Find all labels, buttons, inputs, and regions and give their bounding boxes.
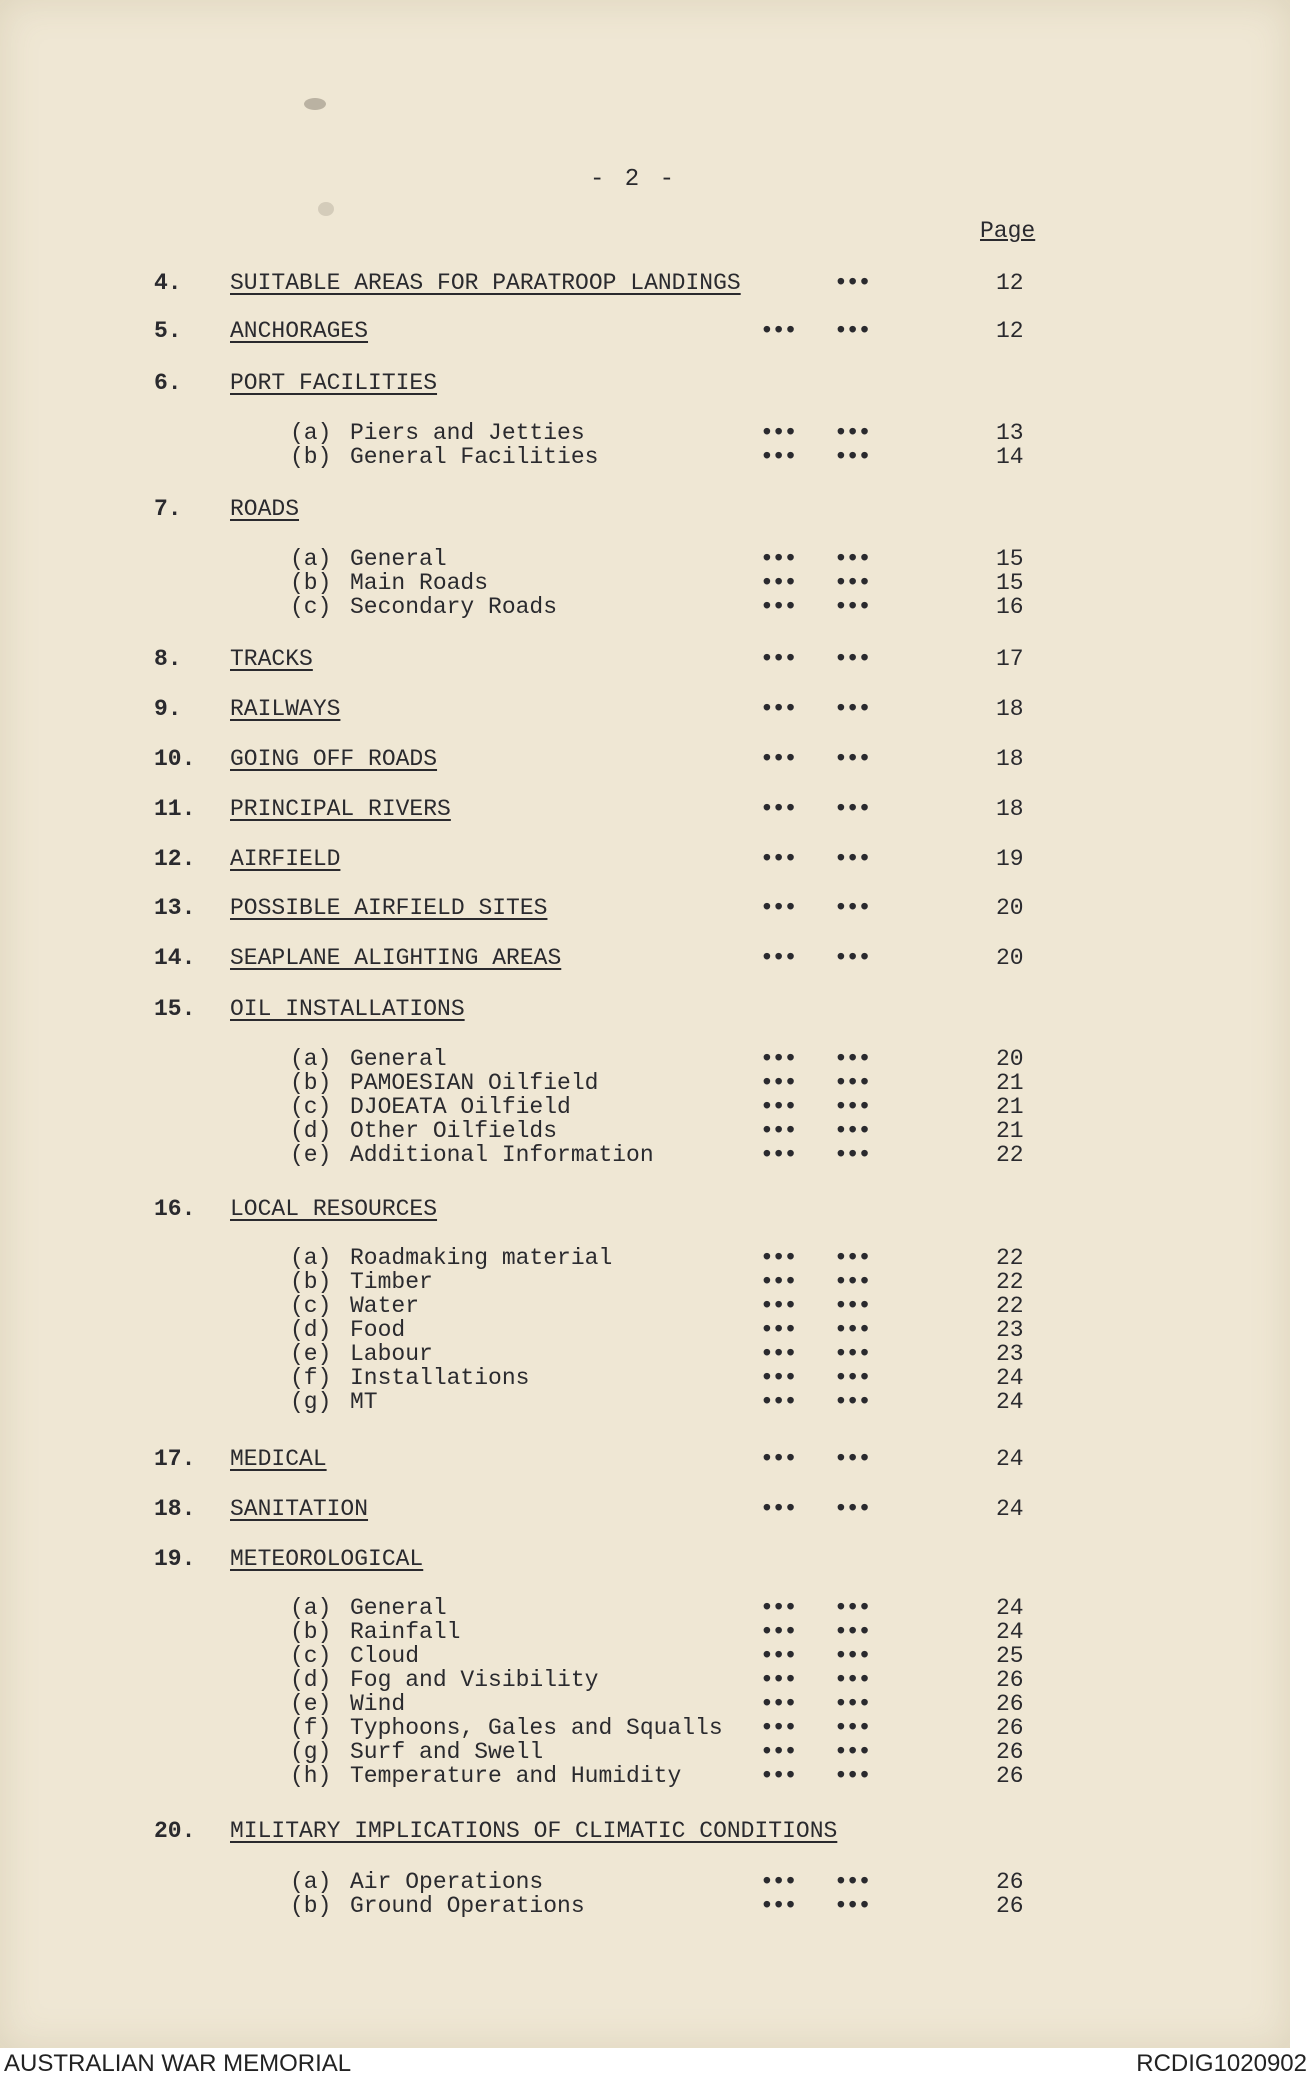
entry-number: 4. <box>154 270 182 296</box>
leader-dots: ••• <box>834 1341 870 1367</box>
entry-title: RAILWAYS <box>230 696 341 722</box>
entry-title: SANITATION <box>230 1496 369 1522</box>
entry-page: 12 <box>996 270 1024 296</box>
subentry-title: DJOEATA Oilfield <box>350 1094 571 1120</box>
subentry-letter: (g) <box>290 1389 332 1415</box>
subentry-title: General <box>350 1595 447 1621</box>
leader-dots: ••• <box>834 1118 870 1144</box>
leader-dots: ••• <box>760 1389 796 1415</box>
subentry-letter: (g) <box>290 1739 332 1765</box>
subentry-letter: (c) <box>290 1094 332 1120</box>
subentry-title: Wind <box>350 1691 406 1717</box>
subentry-page: 26 <box>996 1763 1024 1789</box>
toc-subentry <box>0 1893 1290 1919</box>
leader-dots: ••• <box>760 646 796 672</box>
leader-dots: ••• <box>760 1619 796 1645</box>
subentry-page: 22 <box>996 1245 1024 1271</box>
toc-entry <box>0 996 1290 1022</box>
entry-title: ROADS <box>230 496 300 522</box>
subentry-title: Cloud <box>350 1643 420 1669</box>
subentry-page: 23 <box>996 1317 1024 1343</box>
entry-number: 19. <box>154 1546 196 1572</box>
leader-dots: ••• <box>760 1365 796 1391</box>
entry-number: 5. <box>154 318 182 344</box>
subentry-letter: (a) <box>290 1869 332 1895</box>
leader-dots: ••• <box>760 1245 796 1271</box>
subentry-page: 23 <box>996 1341 1024 1367</box>
leader-dots: ••• <box>834 895 870 921</box>
toc-subentry <box>0 1691 1290 1717</box>
subentry-page: 16 <box>996 594 1024 620</box>
toc-entry <box>0 945 1290 971</box>
leader-dots: ••• <box>834 1893 870 1919</box>
leader-dots: ••• <box>760 1293 796 1319</box>
subentry-page: 22 <box>996 1142 1024 1168</box>
toc-subentry <box>0 444 1290 470</box>
entry-title: MEDICAL <box>230 1446 327 1472</box>
subentry-title: Roadmaking material <box>350 1245 613 1271</box>
subentry-letter: (d) <box>290 1118 332 1144</box>
leader-dots: ••• <box>760 1869 796 1895</box>
subentry-letter: (c) <box>290 1293 332 1319</box>
leader-dots: ••• <box>834 1691 870 1717</box>
leader-dots: ••• <box>760 696 796 722</box>
toc-subentry <box>0 1269 1290 1295</box>
subentry-letter: (d) <box>290 1667 332 1693</box>
toc-subentry <box>0 1245 1290 1271</box>
leader-dots: ••• <box>760 1595 796 1621</box>
leader-dots: ••• <box>834 1046 870 1072</box>
toc-subentry <box>0 1046 1290 1072</box>
subentry-title: PAMOESIAN Oilfield <box>350 1070 599 1096</box>
leader-dots: ••• <box>834 746 870 772</box>
leader-dots: ••• <box>834 1365 870 1391</box>
subentry-letter: (a) <box>290 546 332 572</box>
toc-entry <box>0 496 1290 522</box>
entry-title: AIRFIELD <box>230 846 341 872</box>
toc-subentry <box>0 1763 1290 1789</box>
entry-page: 19 <box>996 846 1024 872</box>
leader-dots: ••• <box>834 1496 870 1522</box>
entry-title: SUITABLE AREAS FOR PARATROOP LANDINGS <box>230 270 741 296</box>
footer <box>0 2048 1313 2082</box>
leader-dots: ••• <box>760 1118 796 1144</box>
entry-title: OIL INSTALLATIONS <box>230 996 465 1022</box>
toc-subentry <box>0 1142 1290 1168</box>
toc-entry <box>0 1446 1290 1472</box>
entry-number: 18. <box>154 1496 196 1522</box>
toc-entry <box>0 895 1290 921</box>
leader-dots: ••• <box>834 1446 870 1472</box>
toc-subentry <box>0 1643 1290 1669</box>
subentry-page: 15 <box>996 570 1024 596</box>
leader-dots: ••• <box>760 1341 796 1367</box>
leader-dots: ••• <box>760 1046 796 1072</box>
toc-entry <box>0 1818 1290 1844</box>
toc-subentry <box>0 1341 1290 1367</box>
toc-subentry <box>0 1715 1290 1741</box>
leader-dots: ••• <box>834 646 870 672</box>
subentry-letter: (e) <box>290 1341 332 1367</box>
toc-entry <box>0 318 1290 344</box>
toc-entry <box>0 646 1290 672</box>
page-column-heading: Page <box>980 218 1036 244</box>
entry-number: 20. <box>154 1818 196 1844</box>
subentry-page: 22 <box>996 1293 1024 1319</box>
subentry-letter: (b) <box>290 1619 332 1645</box>
entry-title: MILITARY IMPLICATIONS OF CLIMATIC CONDITIONS <box>230 1818 838 1844</box>
toc-entry <box>0 1546 1290 1572</box>
leader-dots: ••• <box>834 444 870 470</box>
entry-page: 18 <box>996 696 1024 722</box>
subentry-title: Air Operations <box>350 1869 544 1895</box>
leader-dots: ••• <box>834 1869 870 1895</box>
leader-dots: ••• <box>834 546 870 572</box>
leader-dots: ••• <box>834 1715 870 1741</box>
subentry-title: General <box>350 546 447 572</box>
footer-id: RCDIG1020902 <box>1136 2050 1307 2077</box>
toc-subentry <box>0 1317 1290 1343</box>
entry-number: 11. <box>154 796 196 822</box>
subentry-page: 26 <box>996 1739 1024 1765</box>
entry-page: 12 <box>996 318 1024 344</box>
leader-dots: ••• <box>834 1269 870 1295</box>
leader-dots: ••• <box>760 1667 796 1693</box>
subentry-letter: (b) <box>290 570 332 596</box>
toc-subentry <box>0 1094 1290 1120</box>
toc-subentry <box>0 1667 1290 1693</box>
subentry-page: 21 <box>996 1094 1024 1120</box>
entry-number: 14. <box>154 945 196 971</box>
subentry-title: Secondary Roads <box>350 594 558 620</box>
entry-title: PRINCIPAL RIVERS <box>230 796 451 822</box>
leader-dots: ••• <box>760 570 796 596</box>
toc-entry <box>0 270 1290 296</box>
leader-dots: ••• <box>834 1739 870 1765</box>
toc-subentry <box>0 1118 1290 1144</box>
toc-subentry <box>0 1595 1290 1621</box>
entry-number: 16. <box>154 1196 196 1222</box>
subentry-letter: (c) <box>290 1643 332 1669</box>
leader-dots: ••• <box>834 1070 870 1096</box>
leader-dots: ••• <box>834 1643 870 1669</box>
subentry-title: Piers and Jetties <box>350 420 585 446</box>
entry-title: SEAPLANE ALIGHTING AREAS <box>230 945 562 971</box>
subentry-letter: (b) <box>290 1269 332 1295</box>
entry-number: 9. <box>154 696 182 722</box>
toc-entry <box>0 1196 1290 1222</box>
leader-dots: ••• <box>834 945 870 971</box>
subentry-letter: (a) <box>290 1245 332 1271</box>
entry-title: POSSIBLE AIRFIELD SITES <box>230 895 548 921</box>
subentry-title: MT <box>350 1389 378 1415</box>
leader-dots: ••• <box>760 1317 796 1343</box>
subentry-title: Surf and Swell <box>350 1739 544 1765</box>
leader-dots: ••• <box>834 1619 870 1645</box>
entry-page: 18 <box>996 796 1024 822</box>
leader-dots: ••• <box>834 1094 870 1120</box>
toc-subentry <box>0 1365 1290 1391</box>
entry-number: 15. <box>154 996 196 1022</box>
leader-dots: ••• <box>760 1715 796 1741</box>
entry-page: 24 <box>996 1496 1024 1522</box>
entry-title: ANCHORAGES <box>230 318 369 344</box>
toc-entry <box>0 846 1290 872</box>
subentry-page: 21 <box>996 1118 1024 1144</box>
leader-dots: ••• <box>760 1094 796 1120</box>
leader-dots: ••• <box>834 1595 870 1621</box>
entry-page: 17 <box>996 646 1024 672</box>
leader-dots: ••• <box>834 846 870 872</box>
ink-smudge <box>318 202 334 216</box>
subentry-page: 15 <box>996 546 1024 572</box>
toc-subentry <box>0 1070 1290 1096</box>
entry-number: 10. <box>154 746 196 772</box>
subentry-title: Other Oilfields <box>350 1118 558 1144</box>
subentry-page: 26 <box>996 1667 1024 1693</box>
leader-dots: ••• <box>760 1269 796 1295</box>
subentry-letter: (b) <box>290 1893 332 1919</box>
toc-subentry <box>0 1739 1290 1765</box>
subentry-letter: (e) <box>290 1691 332 1717</box>
toc-subentry <box>0 570 1290 596</box>
subentry-letter: (h) <box>290 1763 332 1789</box>
entry-number: 12. <box>154 846 196 872</box>
toc-entry <box>0 1496 1290 1522</box>
page-number: - 2 - <box>590 166 678 193</box>
leader-dots: ••• <box>760 1643 796 1669</box>
entry-title: METEOROLOGICAL <box>230 1546 424 1572</box>
leader-dots: ••• <box>834 1142 870 1168</box>
footer-source: AUSTRALIAN WAR MEMORIAL <box>4 2050 352 2077</box>
subentry-letter: (f) <box>290 1365 332 1391</box>
leader-dots: ••• <box>760 1739 796 1765</box>
toc-subentry <box>0 594 1290 620</box>
subentry-page: 21 <box>996 1070 1024 1096</box>
leader-dots: ••• <box>834 594 870 620</box>
toc-subentry <box>0 1869 1290 1895</box>
subentry-title: General <box>350 1046 447 1072</box>
subentry-page: 24 <box>996 1619 1024 1645</box>
leader-dots: ••• <box>834 696 870 722</box>
subentry-title: Food <box>350 1317 406 1343</box>
subentry-page: 13 <box>996 420 1024 446</box>
leader-dots: ••• <box>760 945 796 971</box>
toc-subentry <box>0 1389 1290 1415</box>
entry-page: 18 <box>996 746 1024 772</box>
leader-dots: ••• <box>760 1142 796 1168</box>
ink-smudge <box>304 98 326 110</box>
leader-dots: ••• <box>760 1691 796 1717</box>
leader-dots: ••• <box>760 420 796 446</box>
subentry-page: 24 <box>996 1595 1024 1621</box>
leader-dots: ••• <box>760 546 796 572</box>
subentry-title: Water <box>350 1293 420 1319</box>
subentry-page: 26 <box>996 1715 1024 1741</box>
subentry-page: 26 <box>996 1869 1024 1895</box>
subentry-letter: (b) <box>290 1070 332 1096</box>
leader-dots: ••• <box>760 1763 796 1789</box>
leader-dots: ••• <box>834 796 870 822</box>
leader-dots: ••• <box>760 846 796 872</box>
subentry-letter: (b) <box>290 444 332 470</box>
subentry-letter: (d) <box>290 1317 332 1343</box>
leader-dots: ••• <box>834 420 870 446</box>
subentry-title: Fog and Visibility <box>350 1667 599 1693</box>
subentry-letter: (a) <box>290 1046 332 1072</box>
subentry-letter: (f) <box>290 1715 332 1741</box>
toc-subentry <box>0 1293 1290 1319</box>
subentry-letter: (e) <box>290 1142 332 1168</box>
leader-dots: ••• <box>760 1496 796 1522</box>
leader-dots: ••• <box>760 1446 796 1472</box>
leader-dots: ••• <box>834 570 870 596</box>
subentry-title: General Facilities <box>350 444 599 470</box>
entry-title: GOING OFF ROADS <box>230 746 438 772</box>
entry-page: 24 <box>996 1446 1024 1472</box>
leader-dots: ••• <box>834 318 870 344</box>
entry-page: 20 <box>996 895 1024 921</box>
entry-page: 20 <box>996 945 1024 971</box>
entry-number: 7. <box>154 496 182 522</box>
subentry-title: Main Roads <box>350 570 489 596</box>
leader-dots: ••• <box>760 444 796 470</box>
subentry-title: Ground Operations <box>350 1893 585 1919</box>
subentry-page: 25 <box>996 1643 1024 1669</box>
entry-title: TRACKS <box>230 646 313 672</box>
leader-dots: ••• <box>834 1763 870 1789</box>
leader-dots: ••• <box>834 1389 870 1415</box>
toc-entry <box>0 746 1290 772</box>
leader-dots: ••• <box>760 746 796 772</box>
subentry-title: Labour <box>350 1341 433 1367</box>
entry-number: 13. <box>154 895 196 921</box>
leader-dots: ••• <box>760 594 796 620</box>
leader-dots: ••• <box>760 1893 796 1919</box>
leader-dots: ••• <box>760 318 796 344</box>
leader-dots: ••• <box>834 1667 870 1693</box>
toc-subentry <box>0 420 1290 446</box>
subentry-page: 22 <box>996 1269 1024 1295</box>
toc-entry <box>0 796 1290 822</box>
toc-subentry <box>0 546 1290 572</box>
subentry-letter: (c) <box>290 594 332 620</box>
subentry-title: Rainfall <box>350 1619 461 1645</box>
entry-number: 8. <box>154 646 182 672</box>
entry-title: LOCAL RESOURCES <box>230 1196 438 1222</box>
leader-dots: ••• <box>834 270 870 296</box>
subentry-page: 14 <box>996 444 1024 470</box>
toc-entry <box>0 370 1290 396</box>
subentry-letter: (a) <box>290 420 332 446</box>
leader-dots: ••• <box>760 796 796 822</box>
subentry-page: 24 <box>996 1365 1024 1391</box>
leader-dots: ••• <box>834 1317 870 1343</box>
subentry-page: 26 <box>996 1893 1024 1919</box>
leader-dots: ••• <box>834 1245 870 1271</box>
entry-number: 6. <box>154 370 182 396</box>
leader-dots: ••• <box>760 895 796 921</box>
entry-number: 17. <box>154 1446 196 1472</box>
subentry-title: Temperature and Humidity <box>350 1763 682 1789</box>
leader-dots: ••• <box>760 1070 796 1096</box>
subentry-page: 20 <box>996 1046 1024 1072</box>
subentry-letter: (a) <box>290 1595 332 1621</box>
leader-dots: ••• <box>834 1293 870 1319</box>
subentry-title: Typhoons, Gales and Squalls <box>350 1715 723 1741</box>
subentry-page: 26 <box>996 1691 1024 1717</box>
entry-title: PORT FACILITIES <box>230 370 438 396</box>
scan-margin <box>1290 0 1313 2048</box>
subentry-title: Installations <box>350 1365 530 1391</box>
subentry-page: 24 <box>996 1389 1024 1415</box>
toc-subentry <box>0 1619 1290 1645</box>
toc-entry <box>0 696 1290 722</box>
subentry-title: Timber <box>350 1269 433 1295</box>
subentry-title: Additional Information <box>350 1142 654 1168</box>
